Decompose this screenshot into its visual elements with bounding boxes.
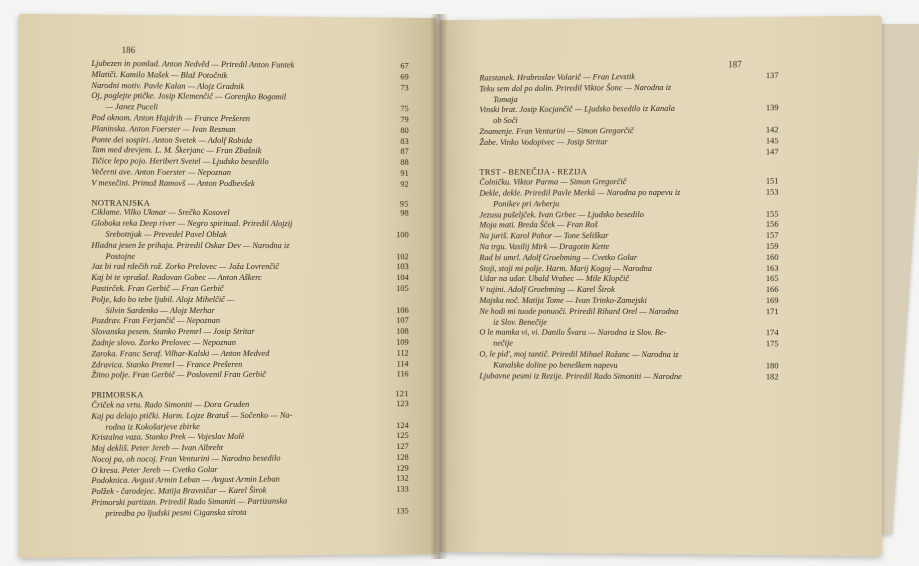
toc-page-number: 106 [396, 305, 409, 315]
toc-entry [91, 251, 408, 262]
toc-entry [479, 274, 778, 285]
toc-page-number: 104 [396, 273, 409, 283]
toc-page-number: 105 [396, 283, 409, 293]
toc-entry [479, 209, 778, 221]
toc-entry-text: Kaj bi te vprašal. Radovan Gobec — Anton Aškerc [91, 273, 262, 283]
toc-page-number: 159 [765, 241, 779, 251]
toc-page-number: 142 [765, 125, 779, 135]
toc-entry [91, 208, 408, 220]
toc-entry-text: V mesečini. Primož Ramovš — Anton Podbevšek [91, 178, 255, 188]
left-page [18, 14, 436, 558]
toc-page-number: 102 [396, 251, 409, 261]
toc-entry-text: — Janez Puceli [105, 102, 158, 112]
toc-page-number: 79 [400, 115, 409, 125]
toc-entry-text: rodna iz Kokošarjeve zbirke [105, 421, 200, 432]
toc-page-number: 103 [396, 262, 409, 272]
toc-entry-text: Tičice lepo pojo. Heribert Svetel — Ljudsko besedilo [91, 156, 269, 167]
toc-entry [479, 296, 778, 307]
toc-page-number: 107 [396, 316, 409, 326]
right-toc-list [479, 71, 778, 383]
toc-entry [479, 198, 778, 210]
toc-entry-text: NOTRANJSKA [91, 197, 151, 208]
toc-entry [91, 178, 408, 190]
toc-entry [91, 506, 408, 520]
toc-entry-text: priredba po ljudski pesmi Ciganska sirota [105, 507, 247, 518]
toc-page-number: 157 [765, 230, 779, 240]
toc-page-number: 169 [765, 295, 779, 306]
toc-page-number: 109 [396, 337, 409, 347]
toc-page-number: 129 [396, 463, 409, 473]
toc-page-number: 100 [396, 230, 409, 240]
toc-entry-text: Teku sem dol po dolin. Priredil Viktor Šonc — Narodna iz [479, 82, 672, 94]
toc-entry-text: Oj, poglejte ptičke. Josip Klemenčič — Gorenjko Bogomil [91, 91, 287, 102]
toc-page-number: 137 [765, 71, 779, 81]
toc-page-number: 112 [396, 348, 409, 358]
toc-entry-text: Pastirček. Fran Gerbič — Fran Gerbič [91, 283, 224, 293]
toc-entry [479, 231, 778, 242]
toc-entry-text: Na juriš. Karol Pahor — Tone Seliškar [479, 231, 609, 241]
toc-page-number: 139 [765, 103, 779, 113]
toc-entry-text: Pod oknom. Anton Hajdrih — France Prešeren [91, 113, 251, 124]
toc-entry-text: Polje, kdo bo tebe ljubil. Alojz Mihelčič — [91, 294, 235, 304]
toc-entry-text: Kanalske doline po beneškem napevu [493, 360, 618, 370]
toc-page-number: 145 [765, 136, 779, 146]
toc-entry [479, 349, 778, 361]
toc-entry-text: Podoknica. Avgust Armin Leban — Avgust Armin Leban [91, 475, 280, 486]
toc-page-number: 116 [396, 369, 409, 379]
toc-entry [479, 242, 778, 253]
toc-entry-text: Ne hodi mi tuode ponuoči. Priredil Rihard Orel — Narodna [479, 306, 679, 316]
toc-entry-text: nečije [493, 338, 513, 348]
toc-page-number: 155 [765, 209, 779, 219]
toc-entry [479, 328, 778, 339]
toc-page-number: 127 [396, 441, 409, 452]
toc-page-number: 175 [765, 339, 779, 349]
toc-page-number: 123 [396, 399, 409, 409]
toc-entry [479, 263, 778, 274]
toc-entry-text: Nocoj pa, oh nocoj. Fran Venturini — Narodno besedilo [91, 453, 281, 464]
toc-entry [479, 307, 778, 318]
toc-entry-text: Žitno polje. Fran Gerbič — Poslovenil Fran Gerbič [91, 370, 266, 380]
toc-page-number: 75 [400, 104, 409, 114]
toc-entry [91, 262, 408, 273]
toc-entry-text: Pozdrav. Fran Ferjančič — Nepoznan [91, 316, 221, 326]
toc-entry [91, 295, 408, 306]
toc-entry-text: Polžek - čarodejec. Matija Bravničar — Karel Širok [91, 485, 267, 497]
toc-entry-text: Ciklame. Vilko Ukmar — Srečko Kosovel [91, 207, 230, 218]
toc-entry-text: Postojne [105, 251, 136, 261]
toc-page-number: 98 [400, 208, 409, 218]
toc-page-number: 88 [400, 158, 409, 168]
toc-entry-text: Kaj pa delajo ptički. Harm. Lojze Bratuš — Sočenko — Na- [91, 410, 293, 421]
left-toc-list [91, 59, 408, 520]
toc-entry-text: Zadnje slovo. Zorko Prelovec — Nepoznan [91, 337, 236, 348]
toc-entry-text: Ponte dei sospiri. Anton Svetek — Adolf Robida [91, 134, 253, 145]
right-page-number: 187 [728, 59, 742, 70]
toc-entry-text: Ljubezen in pomlad. Anton Nedvěd — Priredil Anton Funtek [91, 58, 295, 70]
toc-entry-text: Zdravica. Stanko Premrl — France Prešeren [91, 359, 243, 369]
toc-entry [91, 273, 408, 284]
toc-entry-text: Primorski partizan. Priredil Rado Simoniti — Partizanska [91, 496, 288, 508]
toc-entry [91, 316, 408, 327]
toc-page-number: 180 [765, 361, 779, 371]
toc-page-number: 67 [400, 61, 409, 71]
toc-page-number: 69 [400, 72, 409, 82]
left-page-number: 186 [121, 45, 136, 56]
toc-entry [91, 230, 408, 241]
toc-entry-text: PRIMORSKA [91, 389, 144, 400]
toc-entry-text: Narodni motiv. Pavle Kalan — Alojz Gradnik [91, 80, 245, 91]
toc-entry-text: Na trgu. Vasilij Mirk — Dragotin Kette [479, 242, 610, 252]
toc-entry-text: Planinska. Anton Foerster — Ivan Resman [91, 123, 236, 134]
toc-entry [91, 241, 408, 252]
toc-page-number: 153 [765, 187, 779, 197]
toc-entry-text: Tam med drevjem. L. M. Škerjanc — Fran Zbašnik [91, 145, 262, 156]
toc-entry [91, 370, 408, 382]
toc-page-number: 128 [396, 452, 409, 462]
toc-page-number: 133 [396, 484, 409, 494]
toc-entry-text: O le mamka vi, vi. Danilo Švara — Narodna iz Slov. Be- [479, 328, 667, 338]
toc-entry-text: Moj dekliš. Peter Jereb — Ivan Albreht [91, 443, 224, 453]
toc-entry-text: V tujini. Adolf Groebming — Karel Širok [479, 285, 615, 295]
toc-entry-text: Slovanska pesem. Stanko Premrl — Josip Stritar [91, 327, 255, 337]
book-spine [430, 14, 448, 559]
toc-entry-text: Večerni ave. Anton Foerster — Nepoznan [91, 167, 231, 177]
toc-entry [479, 339, 778, 350]
toc-entry-text: Čolničku. Viktor Parma — Simon Gregorčič [479, 177, 627, 187]
toc-page-number: 160 [765, 252, 779, 262]
toc-page-number: 83 [400, 136, 409, 146]
toc-entry-text: Kristalna vaza. Stanko Prek — Vojeslav Molè [91, 432, 245, 443]
toc-page-number: 80 [400, 125, 409, 135]
toc-entry [91, 305, 408, 316]
toc-page-number: 87 [400, 147, 409, 157]
toc-entry-text: Vinski brat. Josip Kocjančič — Ljudsko besedilo iz Kanala [479, 104, 675, 115]
toc-entry-text: TRST - BENEČIJA - REZIJA [479, 166, 587, 178]
toc-page-number: 166 [765, 285, 779, 295]
toc-page-number: 108 [396, 326, 409, 336]
toc-entry [479, 285, 778, 296]
toc-page-number: 171 [765, 306, 779, 316]
toc-page-number: 182 [765, 371, 779, 381]
toc-entry-text: Silvin Sardenko — Alojz Merhar [105, 305, 215, 315]
toc-page-number: 92 [400, 179, 409, 189]
toc-entry-text: iz Slov. Benečije [493, 317, 548, 327]
toc-entry-text: Mlatiči. Kamilo Mašek — Blaž Potočnik [91, 69, 228, 80]
toc-page-number: 114 [396, 359, 409, 368]
toc-entry-text: Stoji, stoji mi polje. Harm. Marij Kogoj — Narodna [479, 263, 652, 273]
toc-page-number: 132 [396, 474, 409, 484]
toc-entry [91, 338, 408, 349]
toc-entry [479, 253, 778, 264]
toc-entry-text: ob Soči [493, 116, 518, 126]
toc-page-number: 156 [765, 220, 779, 230]
toc-entry-text: Zaroka. Franc Seraf. Vilhar-Kalski — Anton Medved [91, 348, 270, 359]
toc-entry-text: Globoka reka Deep river — Negro spiritual. Priredil Alojzij [91, 218, 293, 229]
toc-entry [91, 284, 408, 295]
toc-entry-text: O kresu. Peter Jereb — Cvetko Golar [91, 464, 218, 475]
toc-page-number: 151 [765, 176, 779, 186]
toc-page-number: 174 [765, 328, 779, 338]
toc-page-number: 124 [396, 420, 409, 430]
toc-entry-text: Razstanek. Hrabroslav Volarič — Fran Levstik [479, 72, 635, 83]
toc-entry-text: O, le pìd', moj tantič. Priredil Mihael Rožanc — Narodna iz [479, 349, 679, 359]
toc-entry-text: Jezusu pušeljček. Ivan Grbec — Ljudsko besedilo [479, 209, 644, 220]
toc-entry-text: Znamenje. Fran Venturini — Simon Gregorčič [479, 126, 634, 137]
toc-page-number: 135 [396, 506, 409, 516]
toc-entry-text: Ponikev pri Avberju [493, 199, 560, 209]
toc-entry-text: Dekle, dekle. Priredil Pavle Merků — Narodna po napevu iz [479, 187, 681, 198]
toc-page-number: 125 [396, 431, 409, 441]
toc-page-number: 121 [395, 388, 409, 399]
toc-page-number: 147 [765, 146, 779, 157]
toc-entry-text: Udar na udar. Ubald Vrabec — Mile Klopčič [479, 274, 630, 284]
toc-entry-text: Ljubavne pesmi iz Rezije. Priredil Rado Simoniti — Narodne [479, 370, 682, 381]
toc-entry [479, 147, 778, 159]
toc-page-number: 91 [400, 168, 409, 178]
toc-page-number: 73 [400, 82, 409, 92]
toc-page-number: 163 [765, 263, 779, 273]
toc-entry-text: Rad bi umrl. Adolf Groebming — Cvetko Golar [479, 252, 638, 262]
toc-entry-text: Tomaja [493, 94, 518, 104]
toc-entry [91, 219, 408, 231]
toc-entry-text: Moja mati. Breda Šček — Fran Roš [479, 220, 598, 230]
toc-entry-text: Žabe. Vinko Vodopivec — Josip Stritar [479, 137, 608, 147]
toc-entry-text: Srebotnjak — Prevedel Pavel Oblak [105, 229, 227, 239]
right-page [440, 16, 882, 557]
toc-page-number: 165 [765, 274, 779, 284]
toc-entry-text: Majska noč. Matija Tome — Ivan Trinko-Zamejski [479, 295, 647, 305]
toc-entry [91, 327, 408, 338]
toc-entry-text: Hladna jesen že prihaja. Priredil Oskar Dev — Narodna iz [91, 240, 290, 250]
toc-entry-text: Jaz bi rad rdečih rož. Zorko Prelovec — Joža Lovrenčič [91, 262, 280, 272]
toc-entry [479, 220, 778, 231]
toc-entry [479, 371, 778, 383]
toc-page-number: 95 [399, 198, 409, 209]
toc-entry-text: Čriček na vrtu. Rado Simoniti — Dora Gruden [91, 399, 250, 410]
